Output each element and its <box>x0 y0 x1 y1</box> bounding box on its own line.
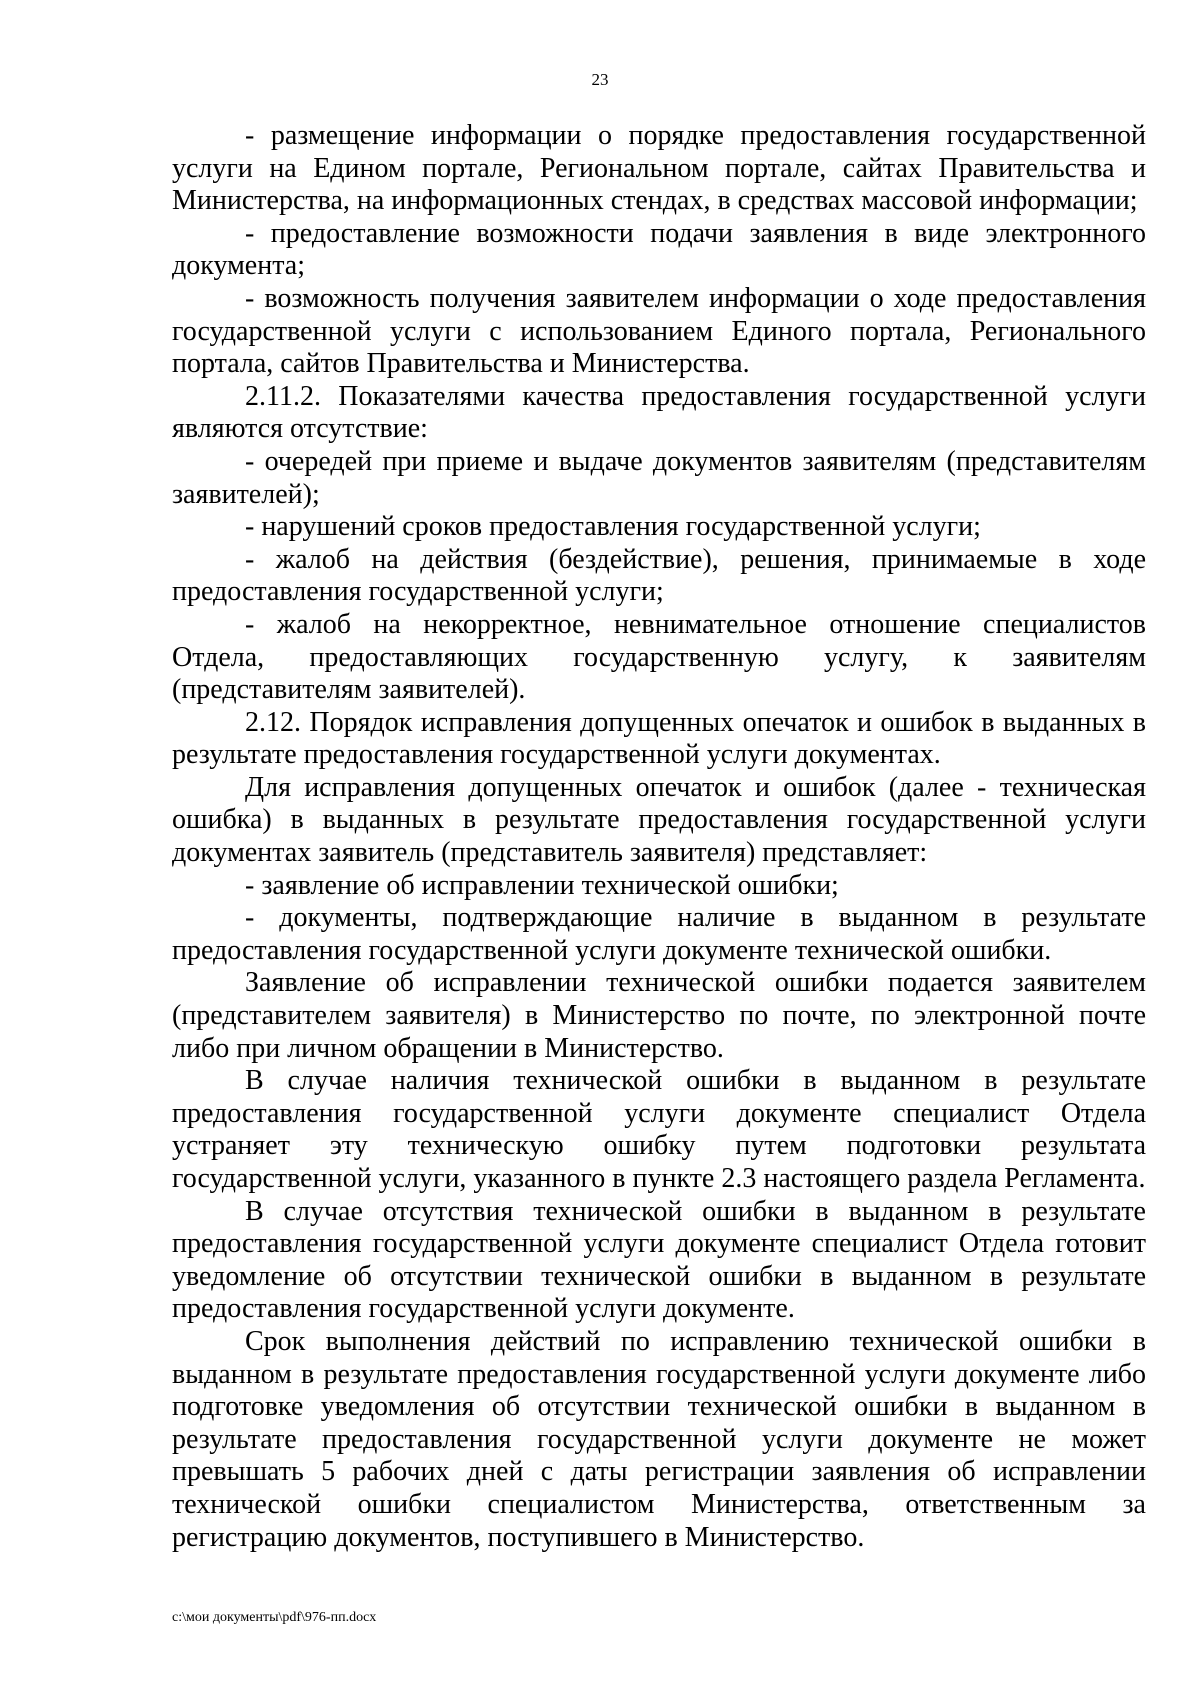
paragraph-item: - жалоб на действия (бездействие), решения, принимаемые в ходе предоставления государственной услуги; <box>172 543 1146 608</box>
paragraph-section-2-11-2: 2.11.2. Показателями качества предоставления государственной услуги являются отсутствие: <box>172 380 1146 445</box>
paragraph-item: - заявление об исправлении технической ошибки; <box>245 869 839 901</box>
paragraph-section-2-12: 2.12. Порядок исправления допущенных опечаток и ошибок в выданных в результате предоставления государственной услуги документах. <box>172 706 1146 771</box>
paragraph-item: - размещение информации о порядке предоставления государственной услуги на Едином портале, Региональном портале, сайтах Правительства и Министерства, на информационных стендах, в средствах массовой информации; <box>172 120 1146 217</box>
paragraph-text: Для исправления допущенных опечаток и ошибок (далее - техническая ошибка) в выданных в результате предоставления государственной услуги документах заявитель (представитель заявителя) представляет: <box>172 771 1146 869</box>
document-body <box>172 120 1146 1554</box>
paragraph-item: - жалоб на некорректное, невнимательное отношение специалистов Отдела, предоставляющих государственную услугу, к заявителям (представителям заявителей). <box>172 608 1146 706</box>
paragraph-item: - предоставление возможности подачи заявления в виде электронного документа; <box>172 217 1146 282</box>
page-number: 23 <box>591 70 609 89</box>
paragraph-item: - возможность получения заявителем информации о ходе предоставления государственной услуги с использованием Единого портала, Регионального портала, сайтов Правительства и Министерства. <box>172 282 1146 380</box>
paragraph-text: Заявление об исправлении технической ошибки подается заявителем (представителем заявителя) в Министерство по почте, по электронной почте либо при личном обращении в Министерство. <box>172 967 1146 1064</box>
paragraph-item: - очередей при приеме и выдаче документов заявителям (представителям заявителей); <box>172 445 1146 510</box>
paragraph-text: Срок выполнения действий по исправлению технической ошибки в выданном в результате предоставления государственной услуги документе либо подготовке уведомления об отсутствии технической ошибки в выданном в результате предоставления государственной услуги документе не может превышать 5 рабочих дней с даты регистрации заявления об исправлении технической ошибки специалистом Министерства, ответственным за регистрацию документов, поступившего в Министерство. <box>172 1325 1146 1553</box>
paragraph-text: В случае отсутствия технической ошибки в выданном в результате предоставления государственной услуги документе специалист Отдела готовит уведомление об отсутствии технической ошибки в выданном в результате предоставления государственной услуги документе. <box>172 1195 1146 1325</box>
footer-file-path: c:\мои документы\pdf\976-пп.docx <box>172 1610 377 1625</box>
paragraph-item: - документы, подтверждающие наличие в выданном в результате предоставления государственной услуги документе технической ошибки. <box>172 902 1146 966</box>
paragraph-item: - нарушений сроков предоставления государственной услуги; <box>245 511 981 543</box>
paragraph-text: В случае наличия технической ошибки в выданном в результате предоставления государственной услуги документе специалист Отдела устраняет эту техническую ошибку путем подготовки результата государственной услуги, указанного в пункте 2.3 настоящего раздела Регламента. <box>172 1065 1146 1194</box>
